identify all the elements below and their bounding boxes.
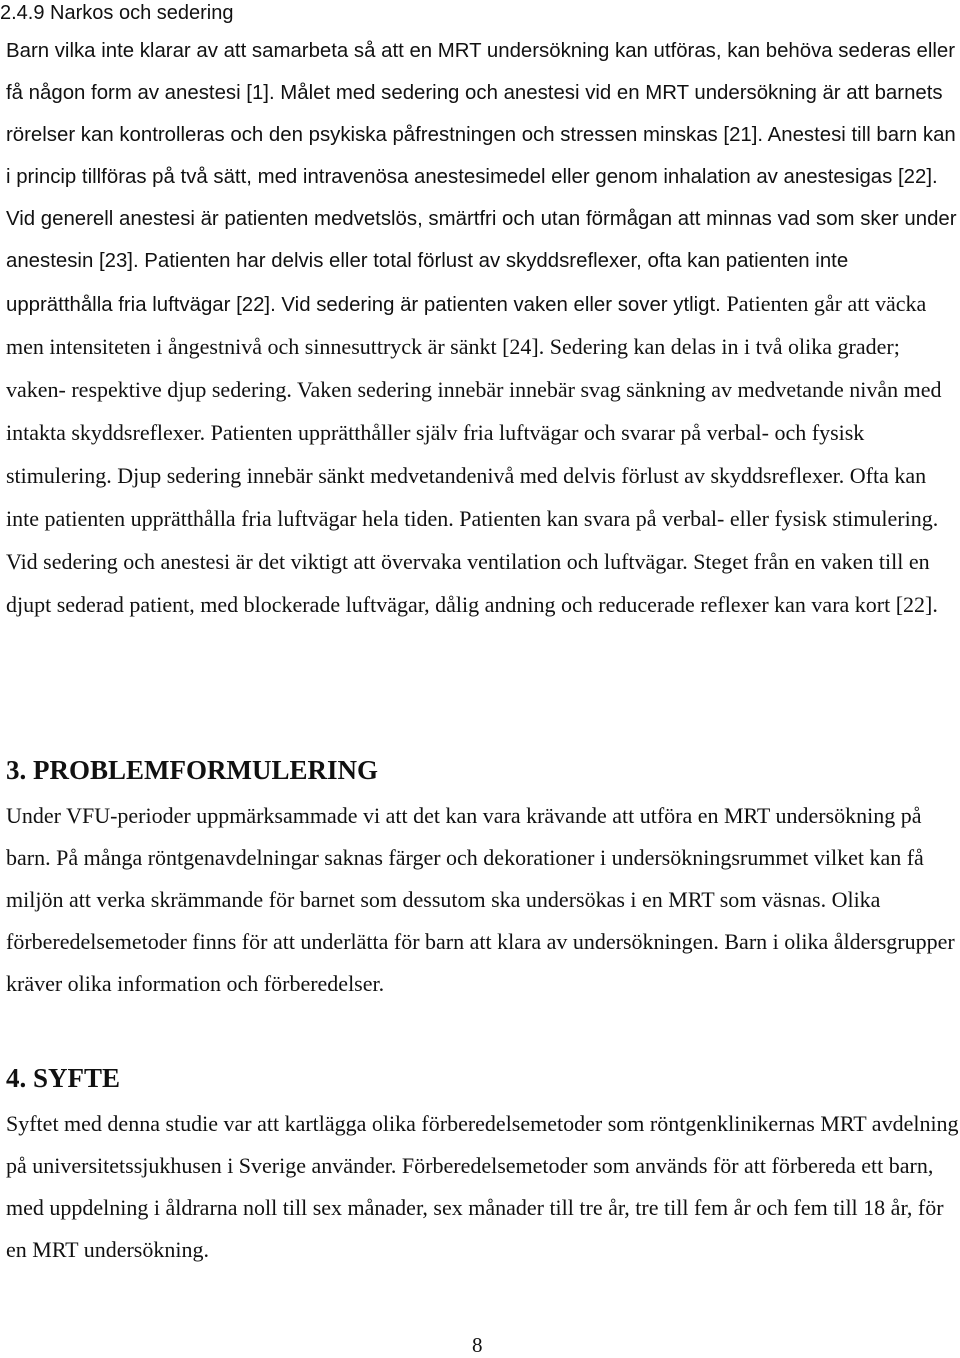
page-number: 8 bbox=[472, 1333, 483, 1357]
paragraph-narkos-sedering-part1: Barn vilka inte klarar av att samarbeta så att en MRT undersökning kan utföras, kan behöva sederas eller få någon form av anestesi [1]. Målet med sedering och anestesi vid en MRT undersökning är att barnets rörelser kan kontrolleras och den psykiska påfrestningen och stressen minskas [21]. Anestesi till barn kan i princip tillföras på två sätt, med intravenösa anestesimedel eller genom inhalation av anestesigas [22]. Vid generell anestesi är patienten medvetslös, smärtfri och utan förmågan att minnas vad som sker under anestesin [23]. Patienten har delvis eller total förlust av skyddsreflexer, ofta kan patienten inte upprätthålla fria luftvägar [22]. Vid sedering är patienten vaken eller sover ytligt. bbox=[6, 40, 957, 316]
paragraph-problemformulering: Under VFU-perioder uppmärksammade vi att det kan vara krävande att utföra en MRT undersökning på barn. På många röntgenavdelningar saknas färger och dekorationer i undersökningsrummet vilket kan få miljön att verka skrämmande för barnet som dessutom ska undersökas i en MRT som väsnas. Olika förberedelsemetoder finns för att underlätta för barn att klara av undersökningen. Barn i olika åldersgrupper kräver olika information och förberedelser. bbox=[6, 803, 955, 997]
section-heading-2-4-9: 2.4.9 Narkos och sedering bbox=[0, 2, 234, 24]
section-heading-syfte: 4. SYFTE bbox=[6, 1063, 121, 1093]
paragraph-narkos-sedering bbox=[6, 30, 960, 627]
section-heading-problemformulering: 3. PROBLEMFORMULERING bbox=[6, 755, 379, 785]
paragraph-syfte: Syftet med denna studie var att kartlägga olika förberedelsemetoder som röntgenklinikernas MRT avdelning på universitetssjukhusen i Sverige använder. Förberedelsemetoder som används för att förbereda ett barn, med uppdelning i åldrarna noll till sex månader, sex månader till tre år, tre till fem år och fem till 18 år, för en MRT undersökning. bbox=[6, 1111, 959, 1263]
paragraph-narkos-sedering-part2: Patienten går att väcka men intensiteten i ångestnivå och sinnesuttryck är sänkt [24]. Sedering kan delas in i två olika grader; vaken- respektive djup sedering. Vaken sedering innebär innebär svag sänkning av medvetande nivån med intakta skyddsreflexer. Patienten upprätthåller själv fria luftvägar och svarar på verbal- och fysisk stimulering. Djup sedering innebär sänkt medvetandenivå med delvis förlust av skyddsreflexer. Ofta kan inte patienten upprätthålla fria luftvägar hela tiden. Patienten kan svara på verbal- eller fysisk stimulering. Vid sedering och anestesi är det viktigt att övervaka ventilation och luftvägar. Steget från en vaken till en djupt sederad patient, med blockerade luftvägar, dålig andning och reducerade reflexer kan vara kort [22]. bbox=[6, 290, 942, 618]
